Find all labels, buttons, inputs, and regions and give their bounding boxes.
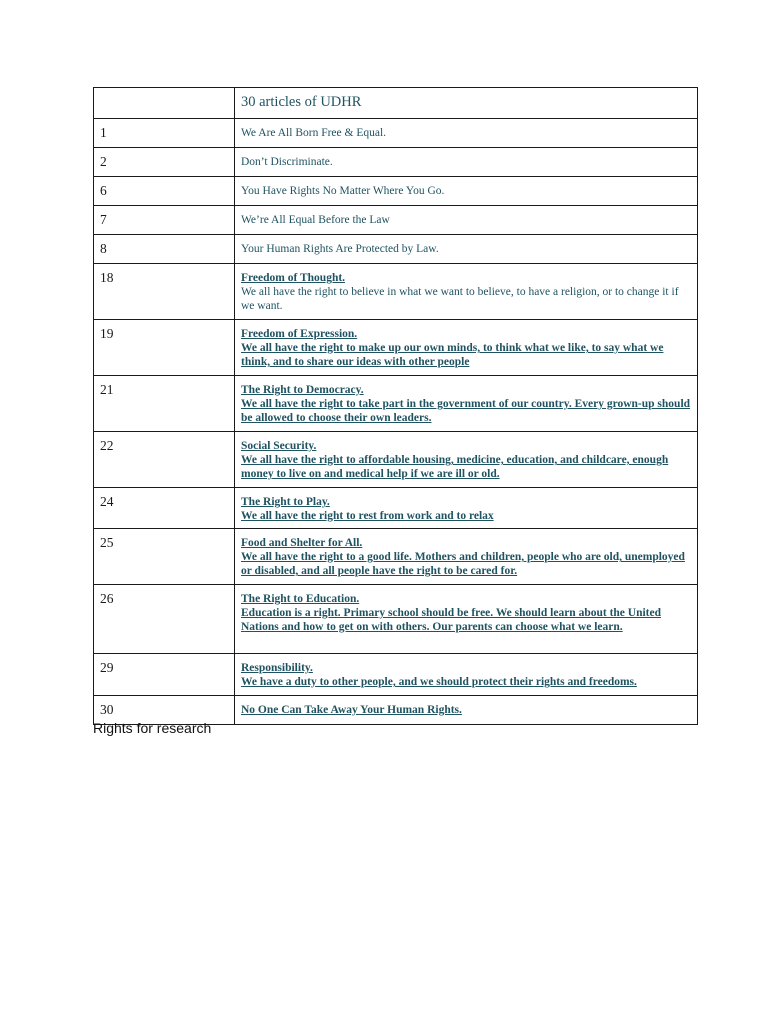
table-row xyxy=(94,585,698,654)
article-heading: The Right to Play. xyxy=(241,496,330,508)
article-cell xyxy=(235,235,698,264)
article-text: We all have the right to make up our own minds, to think what we like, to say what we think, and to share our ideas with other people xyxy=(241,342,664,368)
table-row xyxy=(94,320,698,376)
table-row xyxy=(94,235,698,264)
article-heading: Food and Shelter for All. xyxy=(241,537,363,549)
table-row xyxy=(94,654,698,696)
article-number: 26 xyxy=(94,585,235,654)
table-row xyxy=(94,488,698,529)
article-cell xyxy=(235,264,698,320)
article-cell xyxy=(235,320,698,376)
article-number: 24 xyxy=(94,488,235,529)
article-text: We all have the right to a good life. Mothers and children, people who are old, unemployed or disabled, and all people have the right to be cared for. xyxy=(241,551,685,577)
article-cell xyxy=(235,206,698,235)
article-cell xyxy=(235,148,698,177)
article-heading: Social Security. xyxy=(241,440,317,452)
article-text: We all have the right to rest from work and to relax xyxy=(241,510,494,522)
article-text: We’re All Equal Before the Law xyxy=(241,214,390,226)
table-row xyxy=(94,119,698,148)
article-text: Your Human Rights Are Protected by Law. xyxy=(241,243,439,255)
table-header-row xyxy=(94,88,698,119)
article-heading: Freedom of Expression. xyxy=(241,328,358,340)
article-heading: The Right to Education. xyxy=(241,593,360,605)
article-cell xyxy=(235,529,698,585)
article-text: We all have the right to take part in the government of our country. Every grown-up should be allowed to choose their own leaders. xyxy=(241,398,691,424)
table-row xyxy=(94,264,698,320)
article-text: We have a duty to other people, and we should protect their rights and freedoms. xyxy=(241,676,637,688)
article-cell xyxy=(235,585,698,654)
article-text: We all have the right to affordable housing, medicine, education, and childcare, enough money to live on and medical help if we are ill or old. xyxy=(241,454,669,480)
article-number: 6 xyxy=(94,177,235,206)
caption: Rights for research xyxy=(93,720,212,736)
article-heading: The Right to Democracy. xyxy=(241,384,364,396)
article-cell xyxy=(235,119,698,148)
article-number: 19 xyxy=(94,320,235,376)
table-row xyxy=(94,206,698,235)
article-heading: Responsibility. xyxy=(241,662,313,674)
article-cell xyxy=(235,654,698,696)
article-heading: No One Can Take Away Your Human Rights. xyxy=(241,704,462,716)
article-number: 2 xyxy=(94,148,235,177)
article-number: 22 xyxy=(94,432,235,488)
article-heading: Freedom of Thought. xyxy=(241,272,346,284)
article-number: 18 xyxy=(94,264,235,320)
table-row xyxy=(94,148,698,177)
article-text: Education is a right. Primary school should be free. We should learn about the United Nations and how to get on with others. Our parents can choose what we learn. xyxy=(241,607,661,633)
table-title: 30 articles of UDHR xyxy=(235,88,698,119)
article-text: We Are All Born Free & Equal. xyxy=(241,127,387,139)
table-row xyxy=(94,432,698,488)
article-text: You Have Rights No Matter Where You Go. xyxy=(241,185,445,197)
article-cell xyxy=(235,432,698,488)
article-number: 25 xyxy=(94,529,235,585)
header-number-cell xyxy=(94,88,235,119)
table-row xyxy=(94,177,698,206)
article-number: 21 xyxy=(94,376,235,432)
article-text: We all have the right to believe in what we want to believe, to have a religion, or to change it if we want. xyxy=(241,286,679,312)
article-number: 29 xyxy=(94,654,235,696)
article-cell xyxy=(235,376,698,432)
article-cell xyxy=(235,177,698,206)
udhr-articles-table xyxy=(93,87,698,725)
article-cell xyxy=(235,488,698,529)
article-number: 1 xyxy=(94,119,235,148)
article-number: 30 xyxy=(94,696,235,725)
table-row xyxy=(94,376,698,432)
article-number: 7 xyxy=(94,206,235,235)
article-cell xyxy=(235,696,698,725)
article-text: Don’t Discriminate. xyxy=(241,156,333,168)
article-number: 8 xyxy=(94,235,235,264)
table-row xyxy=(94,529,698,585)
